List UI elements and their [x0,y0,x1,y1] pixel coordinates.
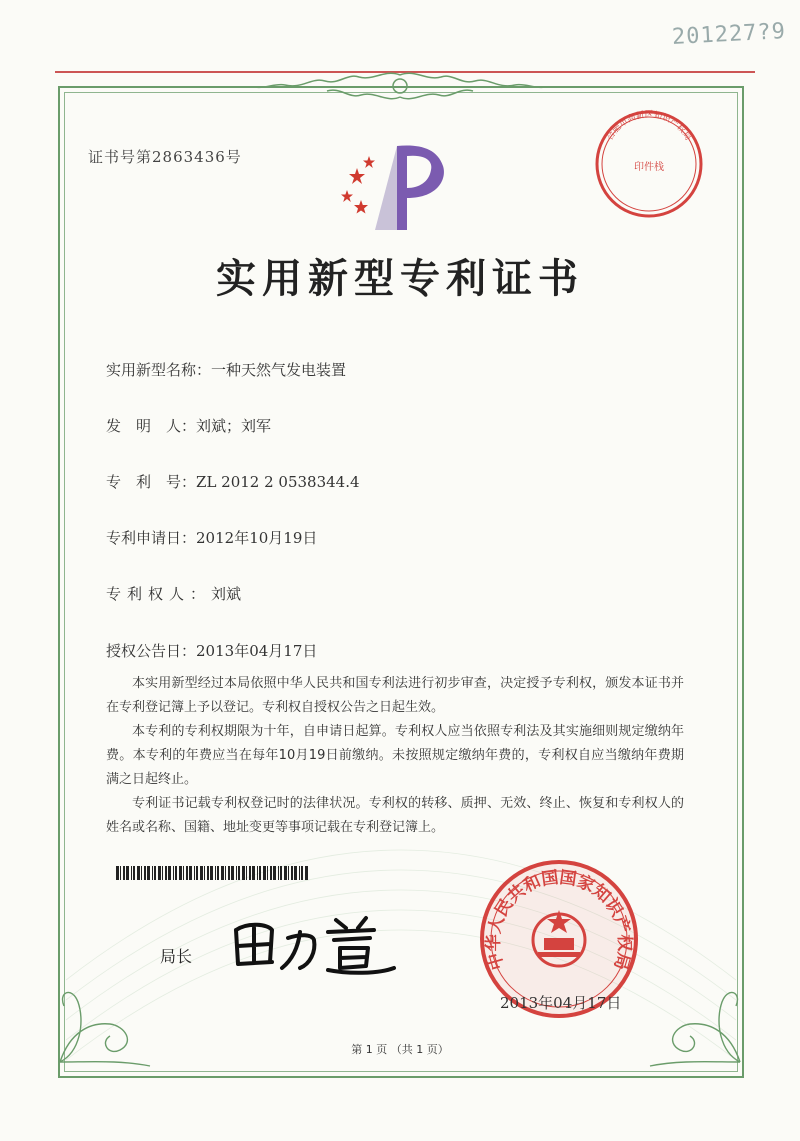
barcode-bar [189,866,192,880]
field-label: 实用新型名称： [106,361,212,379]
barcode-bar [252,866,255,880]
header-ornament [255,67,545,107]
barcode-bar [284,866,287,880]
barcode-bar [116,866,119,880]
field-grant-date [106,640,317,661]
field-label: 专利申请日： [106,529,197,547]
barcode-bar [158,866,161,880]
barcode-bar [200,866,203,880]
seal-hefei-ip-office [593,108,705,220]
barcode [116,866,308,880]
barcode-bar [162,866,163,880]
field-inventor [106,415,271,436]
certificate-body [106,672,684,840]
director-label: 局长 [160,947,193,966]
field-patent-number [106,471,360,492]
barcode-bar [126,866,129,880]
barcode-bar [215,866,216,880]
seal-big-text: 中华人民共和国国家知识产权局 [483,867,635,972]
field-value: 刘斌；刘军 [196,417,272,435]
seal-date: 2013年04月17日 [500,994,622,1012]
barcode-bar [154,866,156,880]
barcode-bar [280,866,282,880]
barcode-bar [273,866,276,880]
barcode-bar [186,866,188,880]
barcode-bar [137,866,140,880]
barcode-bar [173,866,174,880]
field-label: 专利权人： [106,585,212,603]
barcode-bar [207,866,209,880]
barcode-bar [194,866,195,880]
barcode-bar [278,866,279,880]
body-paragraph: 本专利的专利权期限为十年，自申请日起算。专利权人应当依照专利法及其实施细则规定缴纳年费。本专利的年费应当在每年10月19日前缴纳。未按照规定缴纳年费的，专利权自应当缴纳年费期满之日起终止。 [106,724,684,787]
patent-office-logo [335,138,455,238]
barcode-bar [225,866,226,880]
barcode-bar [179,866,182,880]
handwritten-note: 201227?9 [671,19,787,50]
barcode-bar [246,866,247,880]
barcode-bar [147,866,150,880]
barcode-bar [165,866,167,880]
barcode-bar [249,866,251,880]
field-patentee [106,583,241,604]
field-label: 专 利 号： [106,473,197,491]
barcode-bar [270,866,272,880]
page-number: 第 1 页 （共 1 页） [351,1043,449,1056]
certificate-number: 证书号第2863436号 [88,148,242,166]
barcode-bar [141,866,142,880]
barcode-bar [196,866,198,880]
barcode-bar [305,866,308,880]
svg-text:合肥市高新区知识产权局 [604,109,693,142]
barcode-bar [152,866,153,880]
field-value: 2012年10月19日 [196,529,318,547]
barcode-bar [238,866,240,880]
barcode-bar [175,866,177,880]
barcode-bar [123,866,125,880]
seal-small-inner-text: 印件栈 [634,162,664,173]
seal-small-text: 合肥市高新区知识产权局 [605,110,693,143]
field-application-date [106,527,317,548]
field-value: ZL 2012 2 0538344.4 [196,473,360,491]
barcode-bar [299,866,300,880]
barcode-bar [263,866,266,880]
barcode-bar [228,866,230,880]
barcode-bar [168,866,171,880]
barcode-bar [144,866,146,880]
barcode-bar [259,866,261,880]
body-paragraph: 专利证书记载专利权登记时的法律状况。专利权的转移、质押、无效、终止、恢复和专利权人的姓名或名称、国籍、地址变更等事项记载在专利登记簿上。 [106,796,684,835]
field-value: 2013年04月17日 [196,642,318,660]
barcode-bar [301,866,303,880]
director-signature [228,908,398,978]
barcode-bar [288,866,289,880]
barcode-bar [217,866,219,880]
barcode-bar [221,866,224,880]
barcode-bar [242,866,245,880]
field-label: 授权公告日： [106,642,197,660]
field-utility-model-name [106,359,346,380]
barcode-bar [291,866,293,880]
barcode-bar [231,866,234,880]
barcode-bar [204,866,205,880]
barcode-bar [131,866,132,880]
barcode-bar [120,866,121,880]
barcode-bar [257,866,258,880]
barcode-bar [133,866,135,880]
certificate-title: 实用新型专利证书 [216,255,584,302]
barcode-bar [236,866,237,880]
field-label: 发 明 人： [106,417,197,435]
barcode-bar [294,866,297,880]
barcode-bar [210,866,213,880]
barcode-bar [183,866,184,880]
body-paragraph: 本实用新型经过本局依照中华人民共和国专利法进行初步审查，决定授予专利权，颁发本证书并在专利登记簿上予以登记。专利权自授权公告之日起生效。 [106,676,684,715]
field-value: 一种天然气发电装置 [211,361,347,379]
barcode-bar [267,866,268,880]
field-value: 刘斌 [211,585,242,603]
